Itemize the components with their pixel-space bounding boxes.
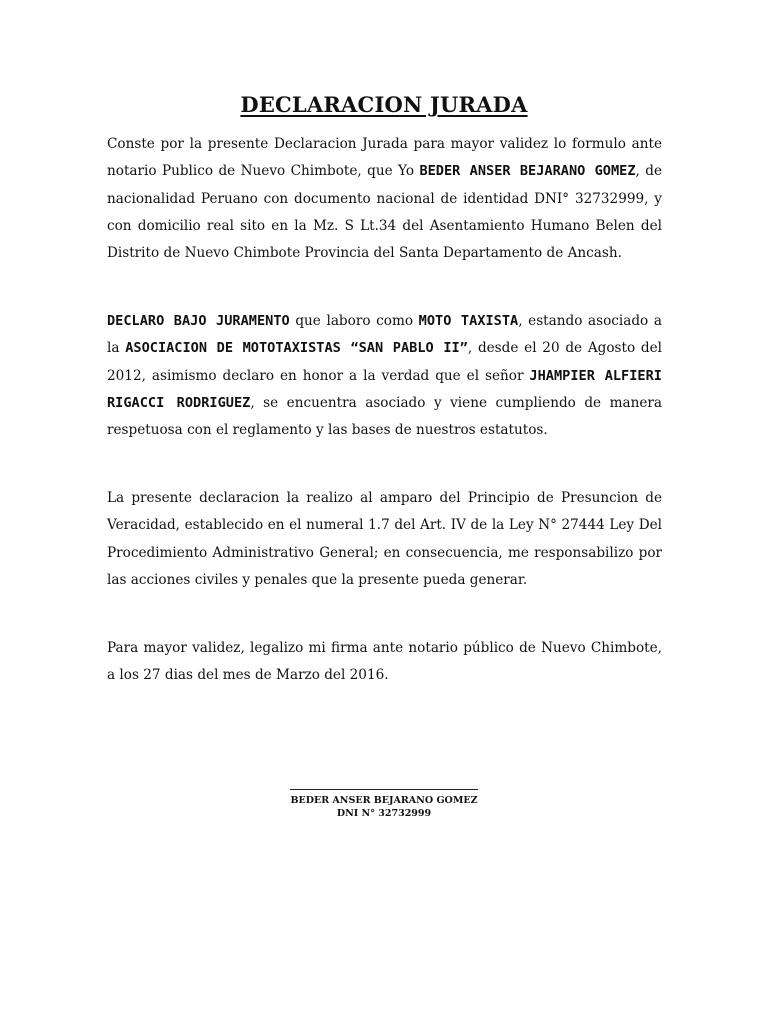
oath-phrase: DECLARO BAJO JURAMENTO bbox=[107, 313, 290, 329]
associate-name: JHAMPIER ALFIERI RIGACCI RODRIGUEZ bbox=[107, 367, 662, 411]
paragraph-text: , estando asociado a la bbox=[107, 313, 662, 357]
paragraph-validation: Para mayor validez, legalizo mi firma ante notario público de Nuevo Chimbote, a los 27 dias del mes de Marzo del 2016. bbox=[107, 640, 662, 684]
paragraph-text: Conste por la presente Declaracion Jurada para mayor validez lo formulo ante notario Publico de Nuevo Chimbote, que Yo bbox=[107, 136, 662, 180]
signature-name: BEDER ANSER BEJARANO GOMEZ bbox=[290, 795, 478, 806]
paragraph-oath bbox=[107, 308, 662, 444]
occupation: MOTO TAXISTA bbox=[418, 313, 519, 329]
association-name: ASOCIACION DE MOTOTAXISTAS “SAN PABLO II” bbox=[125, 340, 468, 357]
document-title: DECLARACION JURADA bbox=[240, 92, 528, 117]
paragraph-legal-basis: La presente declaracion la realizo al amparo del Principio de Presuncion de Veracidad, establecido en el numeral 1.7 del Art. IV de la Ley N° 27444 Ley Del Procedimiento Administrativo General; en consecuencia, me responsabilizo por las acciones civiles y penales que la presente pueda generar. bbox=[107, 490, 662, 588]
paragraph-declarant bbox=[107, 131, 662, 267]
signature-line bbox=[290, 789, 478, 790]
paragraph-text: que laboro como bbox=[289, 313, 419, 329]
paragraph-text: , de nacionalidad Peruano con documento nacional de identidad DNI° 32732999, y con domicilio real sito en la Mz. S Lt.34 del Asentamiento Humano Belen del Distrito de Nuevo Chimbote Provincia del Santa Departamento de Ancash. bbox=[107, 163, 662, 262]
paragraph-text: , se encuentra asociado y viene cumpliendo de manera respetuosa con el reglamento y las bases de nuestros estatutos. bbox=[107, 394, 662, 439]
signature-dni: DNI N° 32732999 bbox=[336, 808, 432, 819]
declarant-name: BEDER ANSER BEJARANO GOMEZ bbox=[419, 163, 636, 180]
paragraph-text: , desde el 20 de Agosto del 2012, asimismo declaro en honor a la verdad que el señor bbox=[107, 340, 662, 384]
